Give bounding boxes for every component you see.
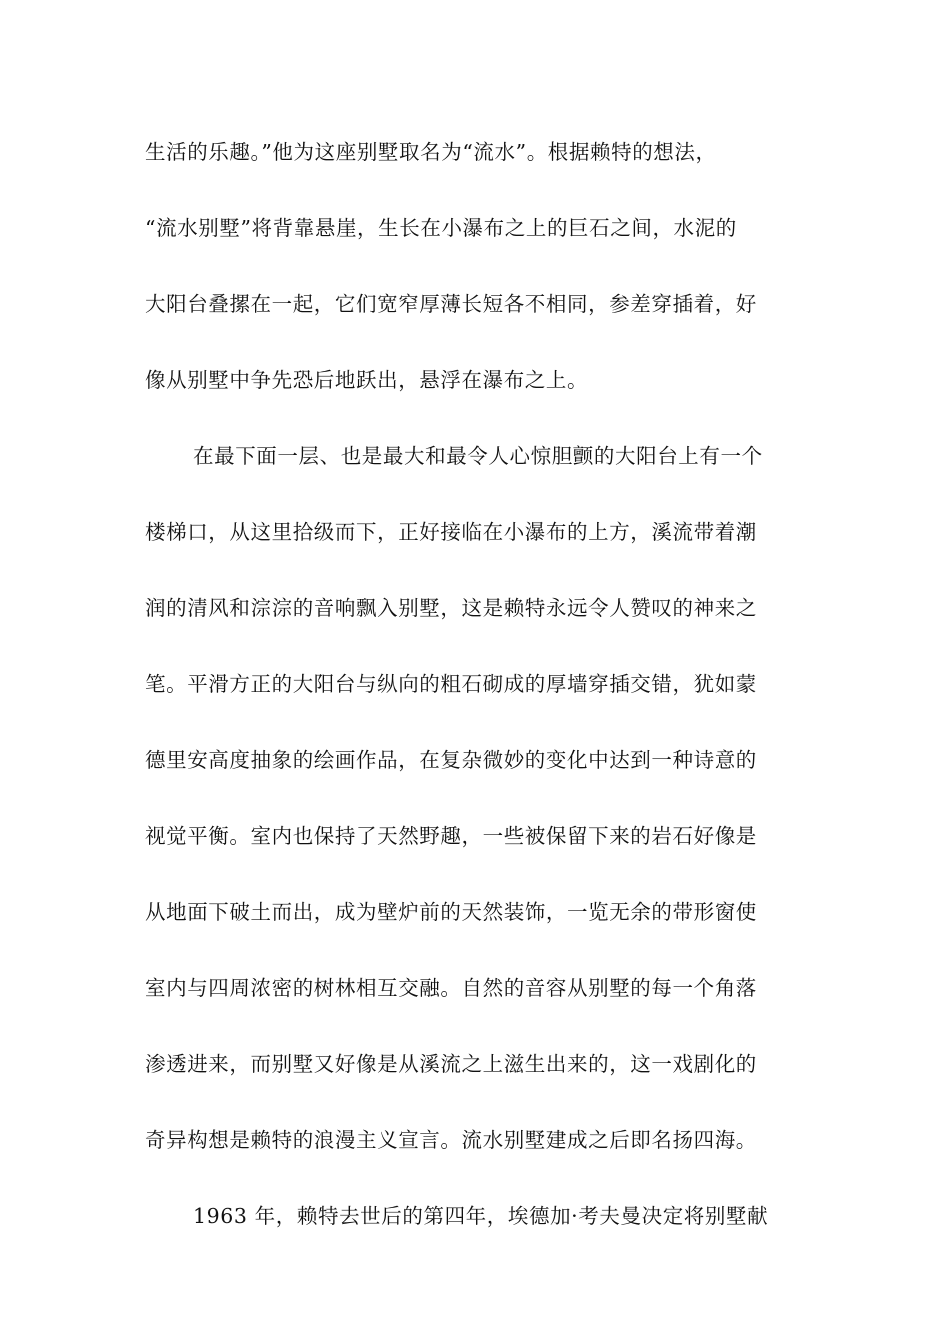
text-line: 奇异构想是赖特的浪漫主义宣言。流水别墅建成之后即名扬四海。: [145, 1128, 757, 1152]
text-line: 室内与四周浓密的树林相互交融。自然的音容从别墅的每一个角落: [145, 976, 757, 1000]
paragraph-start-line: 1963 年，赖特去世后的第四年，埃德加·考夫曼决定将别墅献: [193, 1204, 769, 1228]
paragraph-start-line: 在最下面一层、也是最大和最令人心惊胆颤的大阳台上有一个: [193, 444, 763, 468]
text-line: 生活的乐趣。”他为这座别墅取名为“流水”。根据赖特的想法，: [145, 140, 717, 164]
text-line: 视觉平衡。室内也保持了天然野趣，一些被保留下来的岩石好像是: [145, 824, 757, 848]
text-line: 德里安高度抽象的绘画作品，在复杂微妙的变化中达到一种诗意的: [145, 748, 757, 772]
text-line: “流水别墅”将背靠悬崖，生长在小瀑布之上的巨石之间，水泥的: [145, 216, 737, 240]
text-line: 大阳台叠摞在一起，它们宽窄厚薄长短各不相同，参差穿插着，好: [145, 292, 757, 316]
text-line: 润的清风和淙淙的音响飘入别墅，这是赖特永远令人赞叹的神来之: [145, 596, 757, 620]
text-line: 像从别墅中争先恐后地跃出，悬浮在瀑布之上。: [145, 368, 589, 392]
text-line: 从地面下破土而出，成为壁炉前的天然装饰，一览无余的带形窗使: [145, 900, 757, 924]
text-line: 渗透进来，而别墅又好像是从溪流之上滋生出来的，这一戏剧化的: [145, 1052, 757, 1076]
text-line: 笔。平滑方正的大阳台与纵向的粗石砌成的厚墙穿插交错，犹如蒙: [145, 672, 757, 696]
body-text: [145, 130, 805, 1270]
text-line: 楼梯口，从这里拾级而下，正好接临在小瀑布的上方，溪流带着潮: [145, 520, 757, 544]
